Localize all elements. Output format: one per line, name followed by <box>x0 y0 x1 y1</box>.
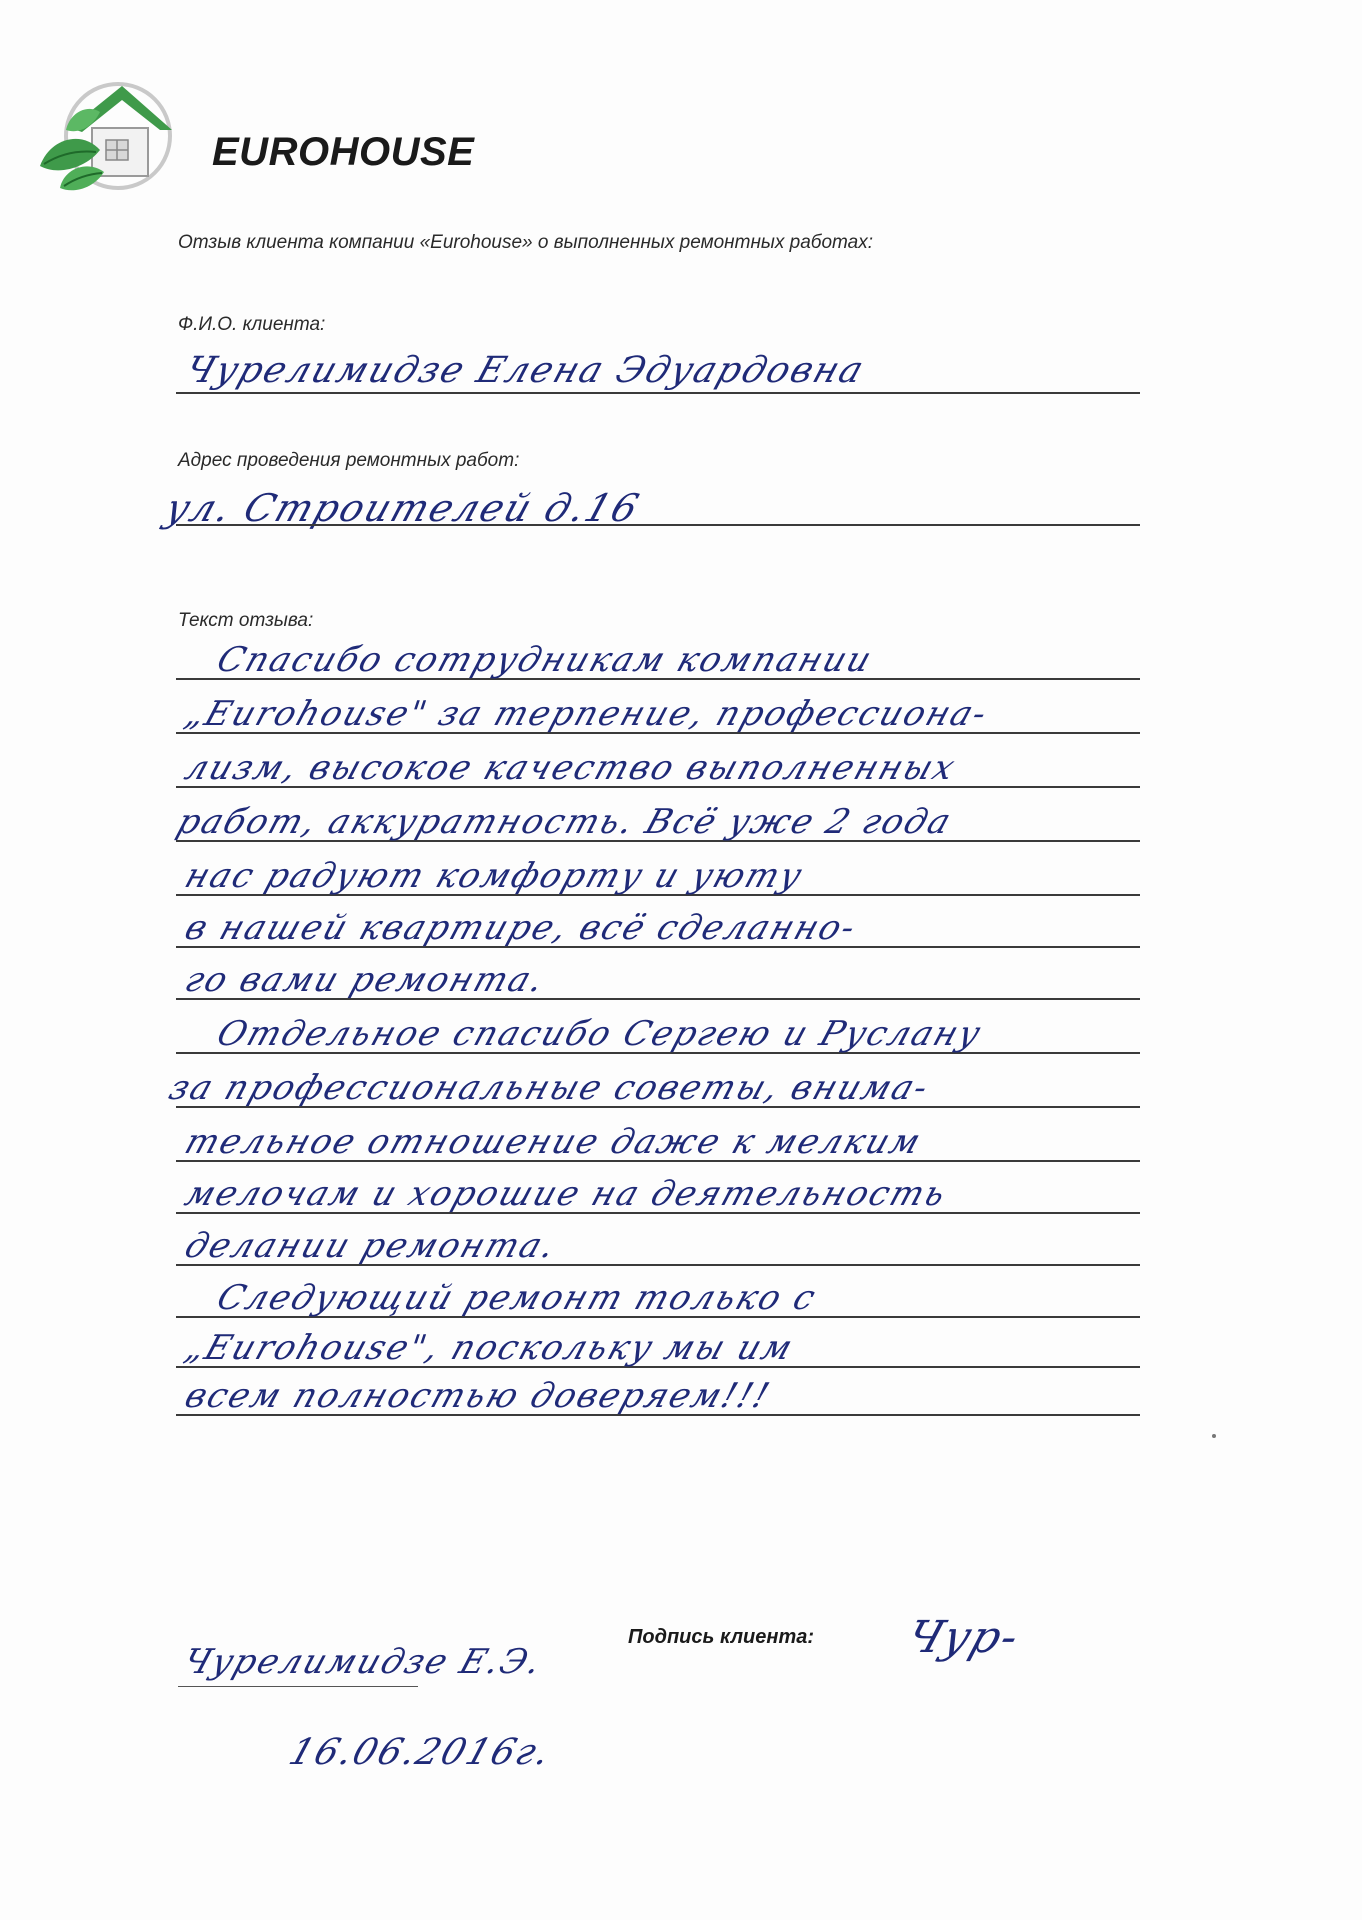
review-line: „Eurohouse" за терпение, профессиона- <box>180 694 994 734</box>
review-line: мелочам и хорошие на деятельность <box>180 1174 953 1214</box>
review-line: тельное отношение даже к мелким <box>180 1122 928 1162</box>
review-line: делании ремонта. <box>180 1226 562 1266</box>
address-label: Адрес проведения ремонтных работ: <box>178 450 520 471</box>
address-value: ул. Строителей д.16 <box>160 486 646 530</box>
review-text-label: Текст отзыва: <box>178 610 314 631</box>
review-line: Спасибо сотрудникам компании <box>212 640 879 680</box>
review-line: за профессиональные советы, внима- <box>164 1068 935 1108</box>
signature-date: 16.06.2016г. <box>284 1732 558 1773</box>
signature-label: Подпись клиента: <box>628 1626 815 1648</box>
form-heading: Отзыв клиента компании «Eurohouse» о выполненных ремонтных работах: <box>178 232 874 253</box>
review-line: „Eurohouse", поскольку мы им <box>180 1328 800 1368</box>
review-line: нас радуют комфорту и уюту <box>180 856 809 896</box>
client-signature-name: Чурелимидзе Е.Э. <box>178 1642 548 1682</box>
client-name-label: Ф.И.О. клиента: <box>178 314 326 335</box>
review-line: Отдельное спасибо Сергею и Руслану <box>212 1014 988 1054</box>
client-name-rule <box>176 392 1140 394</box>
review-line: го вами ремонта. <box>180 960 551 1000</box>
review-line: всем полностью доверяем!!! <box>180 1376 776 1416</box>
review-line: Следующий ремонт только с <box>212 1278 823 1318</box>
brand-name: EUROHOUSE <box>212 130 475 174</box>
review-line: работ, аккуратность. Всё уже 2 года <box>172 802 958 842</box>
address-rule <box>176 524 1140 526</box>
client-signature-mark: Чур- <box>900 1612 1028 1663</box>
paper-speck <box>1212 1434 1216 1438</box>
review-line: лизм, высокое качество выполненных <box>180 748 962 788</box>
review-line: в нашей квартире, всё сделанно- <box>180 908 863 948</box>
client-name-value: Чурелимидзе Елена Эдуардовна <box>180 350 871 391</box>
house-leaf-logo-icon <box>30 68 180 198</box>
signature-name-rule <box>178 1686 418 1687</box>
